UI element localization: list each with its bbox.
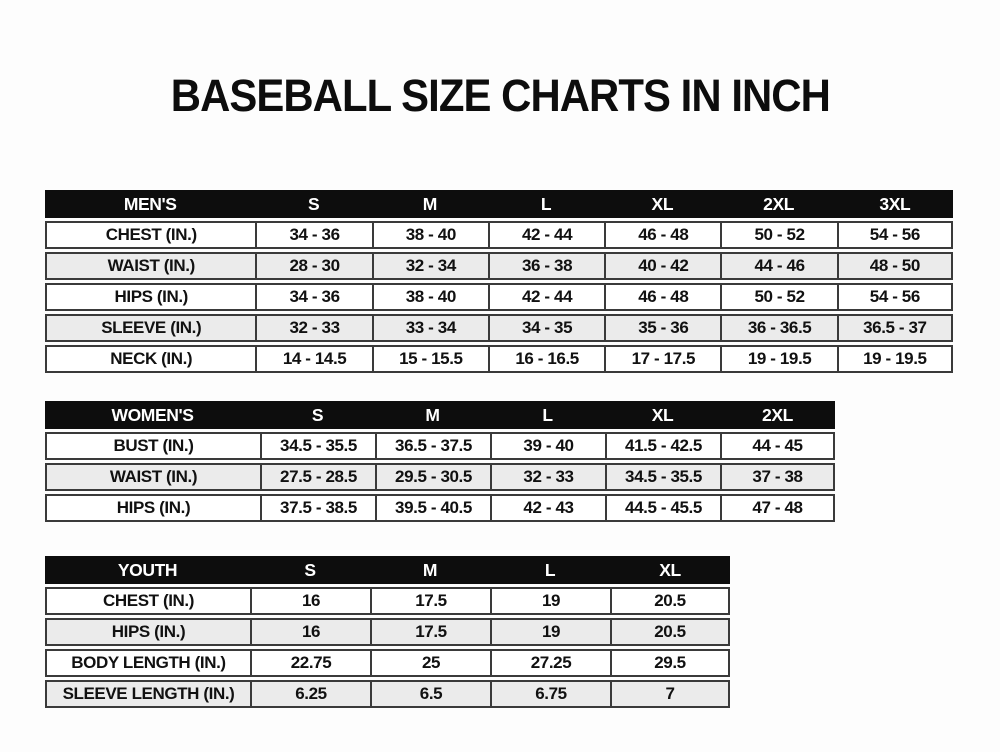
womens-size-table bbox=[45, 398, 835, 525]
table-cell: 44.5 - 45.5 bbox=[605, 494, 720, 522]
row-label: BODY LENGTH (IN.) bbox=[45, 649, 250, 677]
table-cell: 19 - 19.5 bbox=[720, 345, 836, 373]
table-cell: 32 - 34 bbox=[372, 252, 488, 280]
table-cell: 28 - 30 bbox=[255, 252, 371, 280]
womens-row-hips bbox=[45, 494, 835, 522]
table-cell: 42 - 44 bbox=[488, 283, 604, 311]
table-cell: 15 - 15.5 bbox=[372, 345, 488, 373]
table-cell: 17 - 17.5 bbox=[604, 345, 720, 373]
mens-header-title: MEN'S bbox=[45, 190, 255, 218]
table-cell: 37 - 38 bbox=[720, 463, 835, 491]
youth-header-size-s: S bbox=[250, 556, 370, 584]
table-cell: 34 - 35 bbox=[488, 314, 604, 342]
womens-header-size-l: L bbox=[490, 401, 605, 429]
youth-header-row bbox=[45, 556, 730, 584]
mens-header-size-s: S bbox=[255, 190, 371, 218]
table-cell: 6.25 bbox=[250, 680, 370, 708]
table-cell: 6.75 bbox=[490, 680, 610, 708]
table-cell: 36.5 - 37 bbox=[837, 314, 953, 342]
table-cell: 46 - 48 bbox=[604, 221, 720, 249]
table-cell: 16 bbox=[250, 587, 370, 615]
womens-header-size-m: M bbox=[375, 401, 490, 429]
youth-header-size-m: M bbox=[370, 556, 490, 584]
table-cell: 27.25 bbox=[490, 649, 610, 677]
table-cell: 6.5 bbox=[370, 680, 490, 708]
table-cell: 34 - 36 bbox=[255, 283, 371, 311]
youth-row-chest bbox=[45, 587, 730, 615]
table-cell: 19 bbox=[490, 618, 610, 646]
youth-header-size-xl: XL bbox=[610, 556, 730, 584]
mens-row-sleeve bbox=[45, 314, 953, 342]
table-cell: 14 - 14.5 bbox=[255, 345, 371, 373]
table-cell: 16 - 16.5 bbox=[488, 345, 604, 373]
table-cell: 29.5 - 30.5 bbox=[375, 463, 490, 491]
table-cell: 20.5 bbox=[610, 618, 730, 646]
page-title-wrap bbox=[0, 70, 1000, 122]
table-cell: 50 - 52 bbox=[720, 221, 836, 249]
table-cell: 34 - 36 bbox=[255, 221, 371, 249]
mens-size-table bbox=[45, 187, 953, 376]
mens-header-size-2xl: 2XL bbox=[720, 190, 836, 218]
womens-row-bust bbox=[45, 432, 835, 460]
womens-header-size-2xl: 2XL bbox=[720, 401, 835, 429]
table-cell: 32 - 33 bbox=[490, 463, 605, 491]
table-cell: 34.5 - 35.5 bbox=[260, 432, 375, 460]
womens-row-waist bbox=[45, 463, 835, 491]
womens-header-size-s: S bbox=[260, 401, 375, 429]
womens-header-row bbox=[45, 401, 835, 429]
table-cell: 47 - 48 bbox=[720, 494, 835, 522]
table-cell: 40 - 42 bbox=[604, 252, 720, 280]
table-cell: 39.5 - 40.5 bbox=[375, 494, 490, 522]
table-cell: 38 - 40 bbox=[372, 283, 488, 311]
mens-header-size-xl: XL bbox=[604, 190, 720, 218]
table-cell: 22.75 bbox=[250, 649, 370, 677]
table-cell: 38 - 40 bbox=[372, 221, 488, 249]
youth-header-size-l: L bbox=[490, 556, 610, 584]
table-cell: 44 - 46 bbox=[720, 252, 836, 280]
row-label: BUST (IN.) bbox=[45, 432, 260, 460]
row-label: WAIST (IN.) bbox=[45, 463, 260, 491]
table-cell: 54 - 56 bbox=[837, 283, 953, 311]
mens-row-neck bbox=[45, 345, 953, 373]
row-label: HIPS (IN.) bbox=[45, 494, 260, 522]
table-cell: 7 bbox=[610, 680, 730, 708]
table-cell: 17.5 bbox=[370, 587, 490, 615]
mens-row-chest bbox=[45, 221, 953, 249]
table-cell: 29.5 bbox=[610, 649, 730, 677]
table-cell: 42 - 44 bbox=[488, 221, 604, 249]
table-cell: 32 - 33 bbox=[255, 314, 371, 342]
table-cell: 54 - 56 bbox=[837, 221, 953, 249]
mens-header-size-l: L bbox=[488, 190, 604, 218]
womens-header-title: WOMEN'S bbox=[45, 401, 260, 429]
table-cell: 41.5 - 42.5 bbox=[605, 432, 720, 460]
table-cell: 35 - 36 bbox=[604, 314, 720, 342]
table-cell: 19 - 19.5 bbox=[837, 345, 953, 373]
youth-row-sleeve-length bbox=[45, 680, 730, 708]
row-label: HIPS (IN.) bbox=[45, 618, 250, 646]
table-cell: 42 - 43 bbox=[490, 494, 605, 522]
row-label: CHEST (IN.) bbox=[45, 221, 255, 249]
table-cell: 27.5 - 28.5 bbox=[260, 463, 375, 491]
womens-header-size-xl: XL bbox=[605, 401, 720, 429]
row-label: SLEEVE (IN.) bbox=[45, 314, 255, 342]
mens-row-waist bbox=[45, 252, 953, 280]
youth-row-body-length bbox=[45, 649, 730, 677]
row-label: SLEEVE LENGTH (IN.) bbox=[45, 680, 250, 708]
youth-row-hips bbox=[45, 618, 730, 646]
table-cell: 37.5 - 38.5 bbox=[260, 494, 375, 522]
mens-header-row bbox=[45, 190, 953, 218]
mens-header-size-m: M bbox=[372, 190, 488, 218]
row-label: CHEST (IN.) bbox=[45, 587, 250, 615]
table-cell: 17.5 bbox=[370, 618, 490, 646]
table-cell: 33 - 34 bbox=[372, 314, 488, 342]
table-cell: 36 - 38 bbox=[488, 252, 604, 280]
table-cell: 19 bbox=[490, 587, 610, 615]
mens-row-hips bbox=[45, 283, 953, 311]
table-cell: 39 - 40 bbox=[490, 432, 605, 460]
table-cell: 25 bbox=[370, 649, 490, 677]
table-cell: 46 - 48 bbox=[604, 283, 720, 311]
youth-size-table bbox=[45, 553, 730, 711]
youth-header-title: YOUTH bbox=[45, 556, 250, 584]
row-label: HIPS (IN.) bbox=[45, 283, 255, 311]
table-cell: 16 bbox=[250, 618, 370, 646]
row-label: WAIST (IN.) bbox=[45, 252, 255, 280]
table-cell: 50 - 52 bbox=[720, 283, 836, 311]
mens-header-size-3xl: 3XL bbox=[837, 190, 953, 218]
table-cell: 36.5 - 37.5 bbox=[375, 432, 490, 460]
table-cell: 36 - 36.5 bbox=[720, 314, 836, 342]
table-cell: 44 - 45 bbox=[720, 432, 835, 460]
page-title: BASEBALL SIZE CHARTS IN INCH bbox=[170, 70, 830, 121]
table-cell: 34.5 - 35.5 bbox=[605, 463, 720, 491]
table-cell: 20.5 bbox=[610, 587, 730, 615]
table-cell: 48 - 50 bbox=[837, 252, 953, 280]
row-label: NECK (IN.) bbox=[45, 345, 255, 373]
